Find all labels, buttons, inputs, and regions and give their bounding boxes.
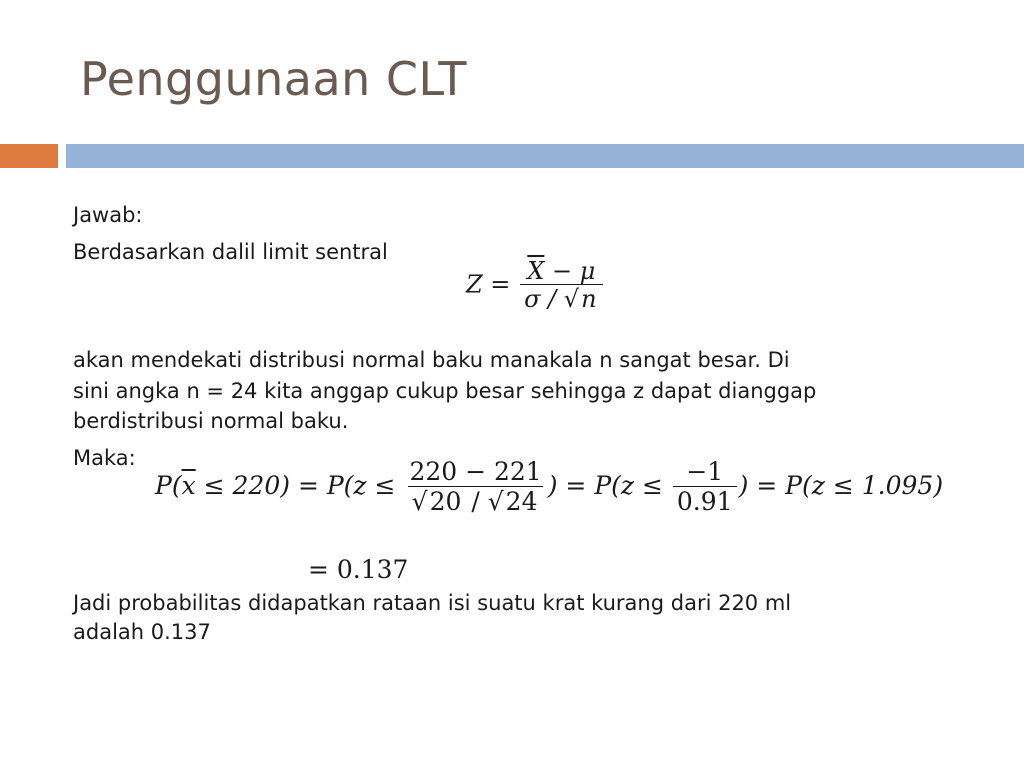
paragraph-line-2: sini angka n = 24 kita anggap cukup besar sehingga z dapat dianggap — [73, 379, 817, 403]
p-xbar: $\overline{x}$ — [181, 470, 196, 500]
z-lhs: Z = — [466, 270, 511, 299]
p-part1: P( — [155, 470, 182, 500]
accent-bar-orange — [0, 144, 58, 168]
accent-bar-blue — [66, 144, 1024, 168]
sqrt-icon: √20 — [411, 486, 462, 516]
jawab-label: Jawab: — [73, 203, 143, 227]
p-frac1-num: 220 − 221 — [409, 457, 542, 486]
z-num-var: $\overline{X}$ — [527, 257, 545, 285]
z-fraction — [520, 258, 603, 314]
p-fraction-1 — [405, 458, 545, 517]
p-frac2-num: −1 — [686, 457, 724, 486]
sqrt-icon: √24 — [487, 486, 538, 516]
z-den-sigma: σ / — [524, 285, 564, 314]
z-formula — [466, 258, 605, 314]
p-part2: ≤ 220) = P(z ≤ — [195, 470, 396, 500]
p-part3: ) = P(z ≤ — [547, 470, 663, 500]
p-part4: ) = P(z ≤ 1.095) — [738, 470, 944, 500]
conclusion-line-1: Jadi probabilitas didapatkan rataan isi suatu krat kurang dari 220 ml — [73, 591, 792, 615]
p-frac1-den-mid: / — [463, 486, 488, 516]
sqrt-icon: √n — [563, 285, 597, 314]
p-frac1-den-b: 24 — [505, 486, 538, 516]
probability-formula — [155, 458, 943, 517]
z-num-rest: − μ — [544, 257, 596, 285]
paragraph-line-1: akan mendekati distribusi normal baku manakala n sangat besar. Di — [73, 348, 790, 372]
intro-text: Berdasarkan dalil limit sentral — [73, 240, 388, 264]
z-den-n: n — [581, 285, 597, 314]
p-frac1-den-a: 20 — [429, 486, 462, 516]
p-frac2-den: 0.91 — [673, 486, 737, 517]
conclusion-line-2: adalah 0.137 — [73, 620, 211, 644]
maka-label: Maka: — [73, 446, 136, 470]
paragraph-line-3: berdistribusi normal baku. — [73, 409, 349, 433]
result-value: = 0.137 — [308, 555, 409, 584]
p-fraction-2 — [673, 458, 737, 517]
slide-title: Penggunaan CLT — [80, 52, 467, 106]
